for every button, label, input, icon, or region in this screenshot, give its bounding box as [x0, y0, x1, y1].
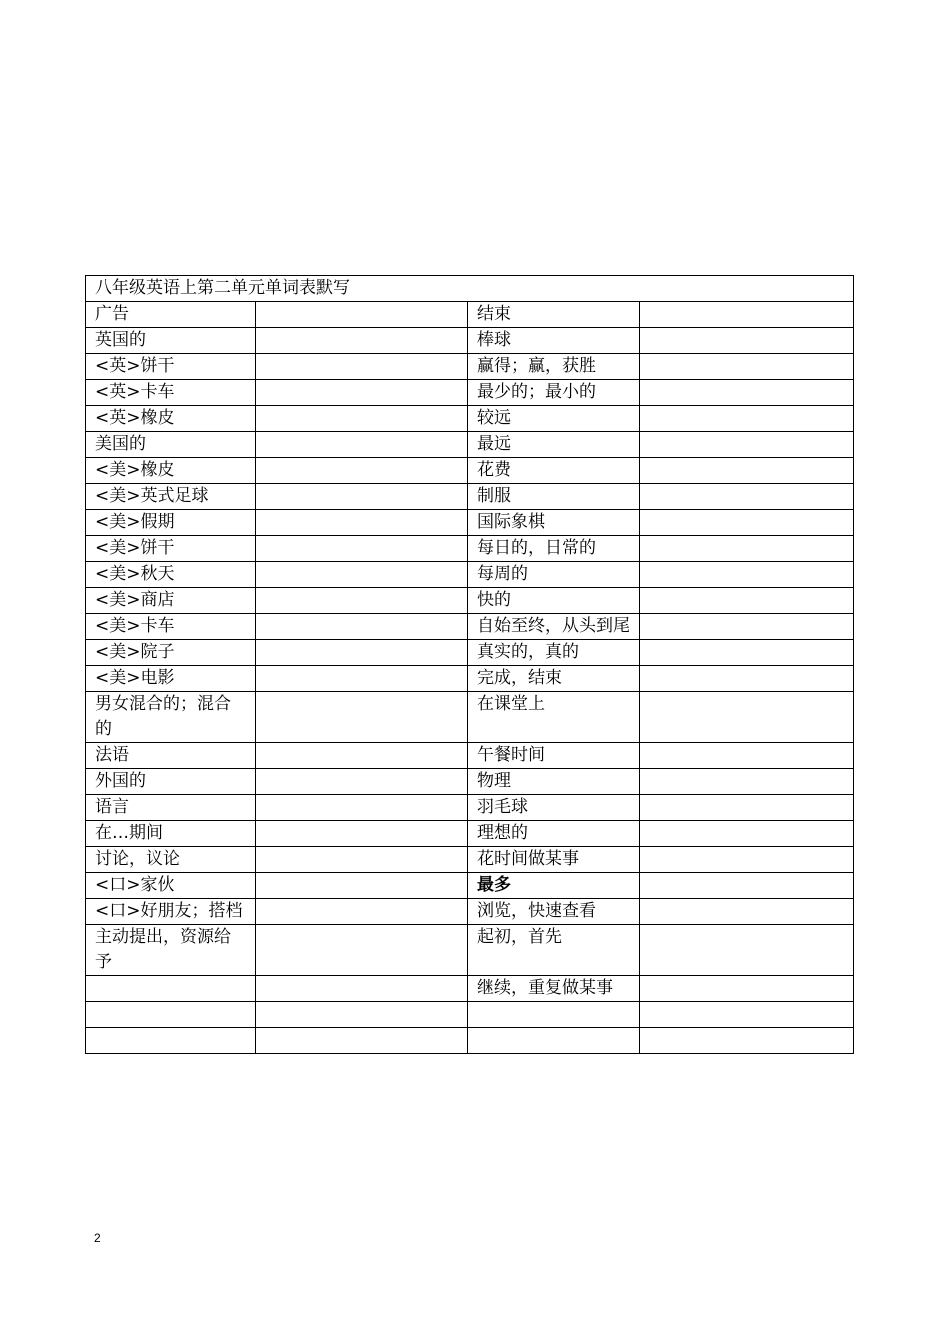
answer-blank-right[interactable] — [640, 873, 854, 899]
answer-blank-right[interactable] — [640, 380, 854, 406]
table-row — [86, 588, 854, 614]
chinese-term-right: 物理 — [468, 769, 640, 795]
chinese-term-left: <美>饼干 — [86, 536, 256, 562]
answer-blank-left[interactable] — [256, 821, 468, 847]
chinese-term-left: 广告 — [86, 302, 256, 328]
chinese-term-right: 最少的；最小的 — [468, 380, 640, 406]
table-row — [86, 562, 854, 588]
chinese-term-right: 赢得；赢，获胜 — [468, 354, 640, 380]
answer-blank-left[interactable] — [256, 302, 468, 328]
answer-blank-left[interactable] — [256, 380, 468, 406]
answer-blank-left[interactable] — [256, 769, 468, 795]
chinese-term-right: 花费 — [468, 458, 640, 484]
vocabulary-table — [85, 275, 854, 1054]
chinese-term-right — [468, 1028, 640, 1054]
answer-blank-right[interactable] — [640, 821, 854, 847]
chinese-term-left: 主动提出，资源给予 — [86, 925, 256, 976]
chinese-term-left: 外国的 — [86, 769, 256, 795]
answer-blank-left[interactable] — [256, 743, 468, 769]
answer-blank-left[interactable] — [256, 432, 468, 458]
answer-blank-left[interactable] — [256, 795, 468, 821]
answer-blank-left[interactable] — [256, 925, 468, 976]
table-row — [86, 976, 854, 1002]
answer-blank-right[interactable] — [640, 795, 854, 821]
title-row — [86, 276, 854, 302]
answer-blank-right[interactable] — [640, 510, 854, 536]
chinese-term-left — [86, 976, 256, 1002]
answer-blank-left[interactable] — [256, 536, 468, 562]
table-row — [86, 328, 854, 354]
page-number: 2 — [94, 1231, 101, 1245]
chinese-term-left: <美>假期 — [86, 510, 256, 536]
table-row — [86, 614, 854, 640]
chinese-term-right — [468, 1002, 640, 1028]
answer-blank-right[interactable] — [640, 484, 854, 510]
chinese-term-right: 最远 — [468, 432, 640, 458]
chinese-term-left: <美>商店 — [86, 588, 256, 614]
answer-blank-left[interactable] — [256, 692, 468, 743]
chinese-term-left: 男女混合的；混合的 — [86, 692, 256, 743]
answer-blank-right[interactable] — [640, 432, 854, 458]
table-row — [86, 640, 854, 666]
chinese-term-left: <口>家伙 — [86, 873, 256, 899]
answer-blank-left[interactable] — [256, 847, 468, 873]
answer-blank-right[interactable] — [640, 328, 854, 354]
chinese-term-left: 英国的 — [86, 328, 256, 354]
chinese-term-right: 国际象棋 — [468, 510, 640, 536]
answer-blank-left[interactable] — [256, 484, 468, 510]
chinese-term-left: <口>好朋友；搭档 — [86, 899, 256, 925]
chinese-term-left: 讨论，议论 — [86, 847, 256, 873]
table-row — [86, 302, 854, 328]
answer-blank-right[interactable] — [640, 458, 854, 484]
answer-blank-left[interactable] — [256, 1002, 468, 1028]
table-row — [86, 432, 854, 458]
answer-blank-right[interactable] — [640, 1002, 854, 1028]
answer-blank-left[interactable] — [256, 510, 468, 536]
answer-blank-right[interactable] — [640, 562, 854, 588]
answer-blank-right[interactable] — [640, 614, 854, 640]
chinese-term-left: 法语 — [86, 743, 256, 769]
table-row — [86, 795, 854, 821]
answer-blank-left[interactable] — [256, 640, 468, 666]
answer-blank-left[interactable] — [256, 588, 468, 614]
chinese-term-left: <美>院子 — [86, 640, 256, 666]
chinese-term-left: <美>电影 — [86, 666, 256, 692]
chinese-term-right: 每日的，日常的 — [468, 536, 640, 562]
chinese-term-left: <英>饼干 — [86, 354, 256, 380]
answer-blank-right[interactable] — [640, 899, 854, 925]
chinese-term-right: 自始至终，从头到尾 — [468, 614, 640, 640]
answer-blank-right[interactable] — [640, 1028, 854, 1054]
chinese-term-right: 快的 — [468, 588, 640, 614]
chinese-term-left: 美国的 — [86, 432, 256, 458]
chinese-term-right: 制服 — [468, 484, 640, 510]
answer-blank-left[interactable] — [256, 328, 468, 354]
table-row — [86, 873, 854, 899]
answer-blank-right[interactable] — [640, 302, 854, 328]
chinese-term-left — [86, 1002, 256, 1028]
table-row — [86, 354, 854, 380]
table-row — [86, 510, 854, 536]
chinese-term-right: 午餐时间 — [468, 743, 640, 769]
answer-blank-left[interactable] — [256, 614, 468, 640]
answer-blank-right[interactable] — [640, 692, 854, 743]
chinese-term-left: 语言 — [86, 795, 256, 821]
chinese-term-right: 较远 — [468, 406, 640, 432]
table-row — [86, 406, 854, 432]
answer-blank-right[interactable] — [640, 666, 854, 692]
table-row — [86, 692, 854, 743]
answer-blank-left[interactable] — [256, 406, 468, 432]
chinese-term-right: 棒球 — [468, 328, 640, 354]
answer-blank-left[interactable] — [256, 899, 468, 925]
table-row — [86, 925, 854, 976]
answer-blank-right[interactable] — [640, 640, 854, 666]
answer-blank-right[interactable] — [640, 925, 854, 976]
table-row — [86, 536, 854, 562]
answer-blank-right[interactable] — [640, 976, 854, 1002]
answer-blank-right[interactable] — [640, 536, 854, 562]
chinese-term-right: 羽毛球 — [468, 795, 640, 821]
vocabulary-table-body — [86, 276, 854, 1054]
chinese-term-left: <美>秋天 — [86, 562, 256, 588]
answer-blank-left[interactable] — [256, 873, 468, 899]
chinese-term-left: <英>卡车 — [86, 380, 256, 406]
chinese-term-right: 花时间做某事 — [468, 847, 640, 873]
chinese-term-left: <美>卡车 — [86, 614, 256, 640]
answer-blank-right[interactable] — [640, 847, 854, 873]
answer-blank-right[interactable] — [640, 354, 854, 380]
chinese-term-left — [86, 1028, 256, 1054]
chinese-term-right: 每周的 — [468, 562, 640, 588]
table-row — [86, 847, 854, 873]
table-row — [86, 899, 854, 925]
chinese-term-left: 在…期间 — [86, 821, 256, 847]
chinese-term-right: 结束 — [468, 302, 640, 328]
answer-blank-left[interactable] — [256, 1028, 468, 1054]
table-row — [86, 821, 854, 847]
answer-blank-left[interactable] — [256, 666, 468, 692]
table-row — [86, 458, 854, 484]
chinese-term-left: <英>橡皮 — [86, 406, 256, 432]
answer-blank-right[interactable] — [640, 743, 854, 769]
chinese-term-right: 真实的，真的 — [468, 640, 640, 666]
table-row — [86, 743, 854, 769]
table-title: 八年级英语上第二单元单词表默写 — [86, 276, 854, 302]
table-row — [86, 1028, 854, 1054]
answer-blank-left[interactable] — [256, 562, 468, 588]
table-row — [86, 666, 854, 692]
answer-blank-left[interactable] — [256, 976, 468, 1002]
chinese-term-right: 继续，重复做某事 — [468, 976, 640, 1002]
table-row — [86, 380, 854, 406]
chinese-term-right: 起初，首先 — [468, 925, 640, 976]
answer-blank-right[interactable] — [640, 769, 854, 795]
chinese-term-right: 在课堂上 — [468, 692, 640, 743]
chinese-term-right: 浏览，快速查看 — [468, 899, 640, 925]
answer-blank-right[interactable] — [640, 588, 854, 614]
chinese-term-left: <美>英式足球 — [86, 484, 256, 510]
table-row — [86, 1002, 854, 1028]
table-row — [86, 769, 854, 795]
chinese-term-left: <美>橡皮 — [86, 458, 256, 484]
chinese-term-right: 最多 — [468, 873, 640, 899]
answer-blank-left[interactable] — [256, 458, 468, 484]
answer-blank-left[interactable] — [256, 354, 468, 380]
chinese-term-right: 理想的 — [468, 821, 640, 847]
answer-blank-right[interactable] — [640, 406, 854, 432]
table-row — [86, 484, 854, 510]
chinese-term-right: 完成，结束 — [468, 666, 640, 692]
